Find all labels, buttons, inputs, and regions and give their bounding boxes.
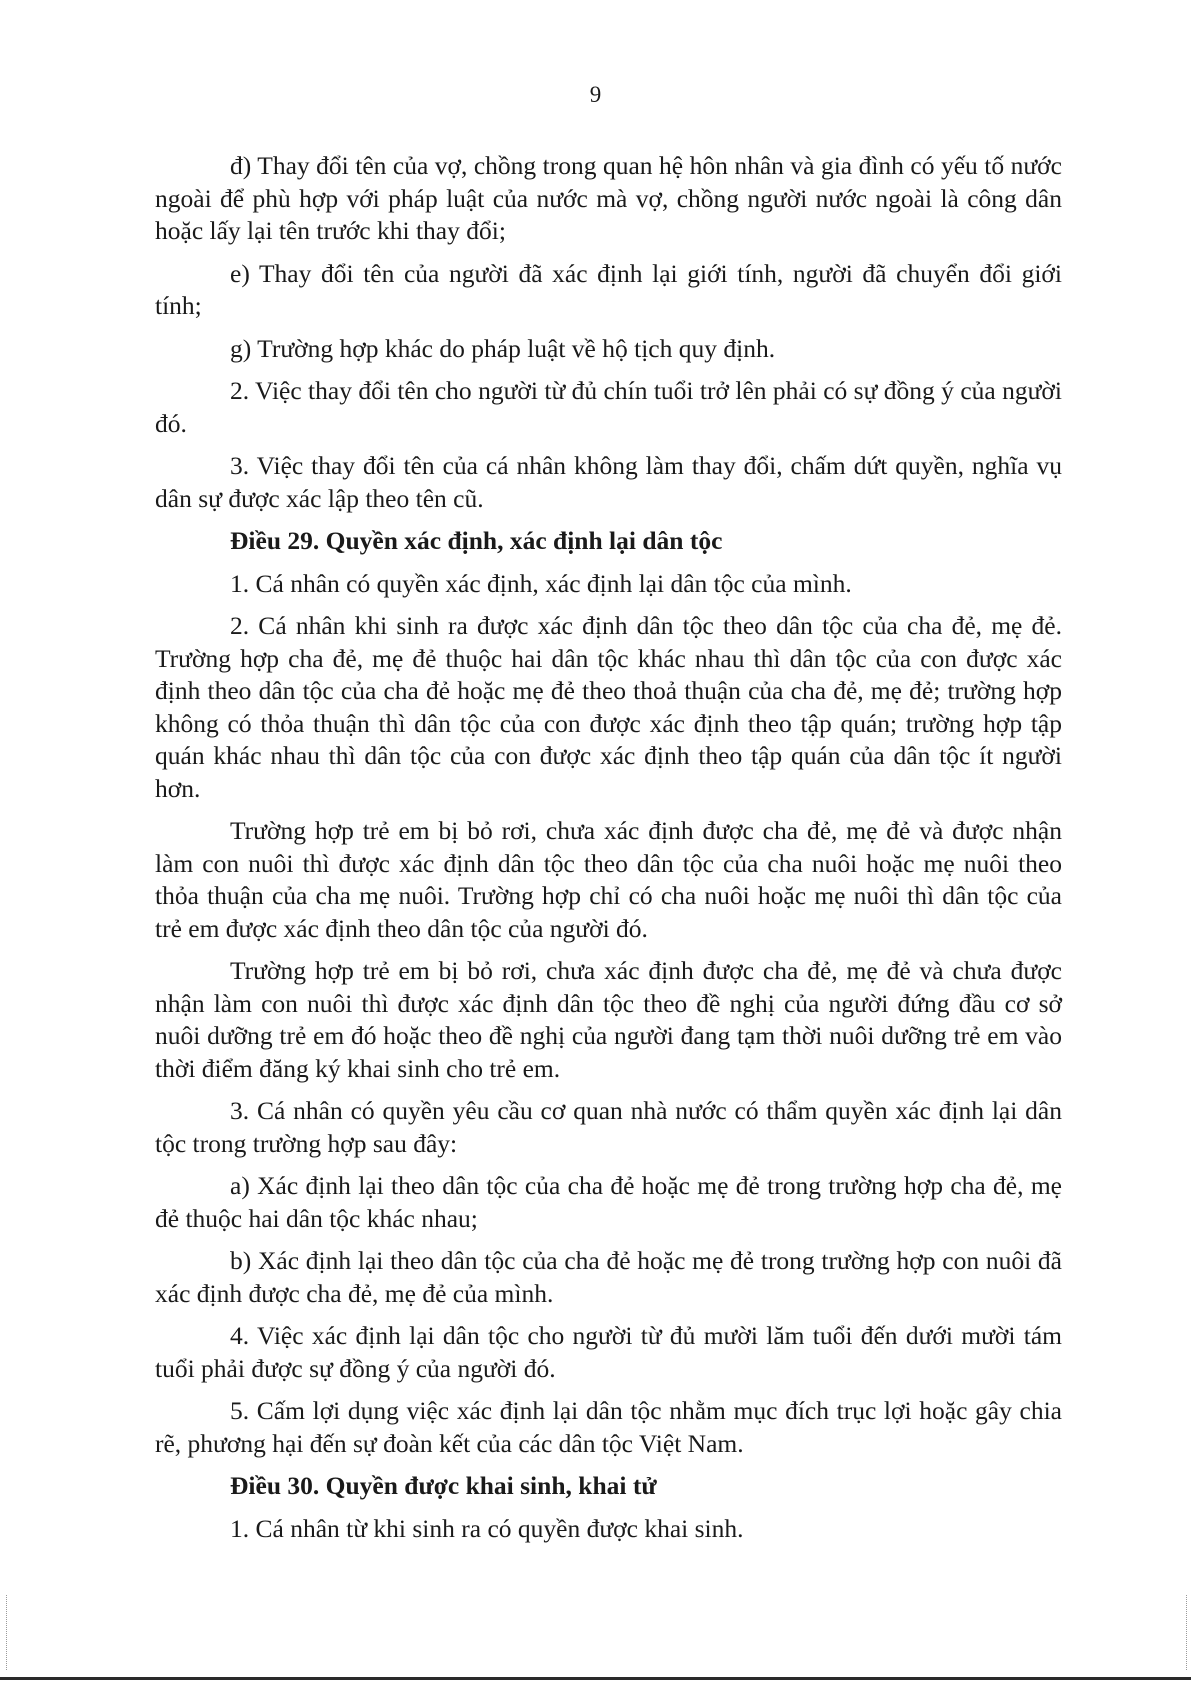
scan-edge-mark-left: [6, 1595, 8, 1670]
paragraph-2-consent: 2. Việc thay đổi tên cho người từ đủ chín tuổi trở lên phải có sự đồng ý của người đó.: [155, 376, 1062, 438]
article-30-heading: Điều 30. Quyền được khai sinh, khai tử: [230, 1471, 657, 1500]
paragraph-g-other-cases: g) Trường hợp khác do pháp luật về hộ tịch quy định.: [230, 333, 776, 363]
document-body: [155, 150, 1062, 1555]
article-29-clause-1: 1. Cá nhân có quyền xác định, xác định lại dân tộc của mình.: [230, 568, 852, 598]
article-29-clause-5: 5. Cấm lợi dụng việc xác định lại dân tộc nhằm mục đích trục lợi hoặc gây chia rẽ, phương hại đến sự đoàn kết của các dân tộc Việt Nam.: [155, 1396, 1062, 1458]
paragraph-d-name-change-foreign: đ) Thay đổi tên của vợ, chồng trong quan hệ hôn nhân và gia đình có yếu tố nước ngoài để phù hợp với pháp luật của nước mà vợ, chồng người nước ngoài là công dân hoặc lấy lại tên trước khi thay đổi;: [155, 151, 1062, 245]
page-number: 9: [589, 82, 602, 107]
page-bottom-border: [0, 1677, 1191, 1680]
scan-edge-mark-right: [1186, 1595, 1188, 1670]
article-29-abandoned-not-adopted: Trường hợp trẻ em bị bỏ rơi, chưa xác định được cha đẻ, mẹ đẻ và chưa được nhận làm con nuôi thì được xác định dân tộc theo đề nghị của người đứng đầu cơ sở nuôi dưỡng trẻ em đó hoặc theo đề nghị của người đang tạm thời nuôi dưỡng trẻ em vào thời điểm đăng ký khai sinh cho trẻ em.: [155, 956, 1062, 1083]
article-29-clause-3: 3. Cá nhân có quyền yêu cầu cơ quan nhà nước có thẩm quyền xác định lại dân tộc trong trường hợp sau đây:: [155, 1096, 1062, 1158]
article-29-heading: Điều 29. Quyền xác định, xác định lại dân tộc: [230, 526, 723, 555]
article-29-clause-2: 2. Cá nhân khi sinh ra được xác định dân tộc theo dân tộc của cha đẻ, mẹ đẻ. Trường hợp cha đẻ, mẹ đẻ thuộc hai dân tộc khác nhau thì dân tộc của con được xác định theo dân tộc của cha đẻ hoặc mẹ đẻ theo thoả thuận của cha đẻ, mẹ đẻ; trường hợp không có thỏa thuận thì dân tộc của con được xác định theo tập quán; trường hợp tập quán khác nhau thì dân tộc của con được xác định theo tập quán của dân tộc ít người hơn.: [155, 611, 1062, 803]
article-29-clause-4: 4. Việc xác định lại dân tộc cho người từ đủ mười lăm tuổi đến dưới mười tám tuổi phải được sự đồng ý của người đó.: [155, 1321, 1062, 1383]
article-29-clause-3a: a) Xác định lại theo dân tộc của cha đẻ hoặc mẹ đẻ trong trường hợp cha đẻ, mẹ đẻ thuộc hai dân tộc khác nhau;: [155, 1171, 1062, 1233]
paragraph-e-name-change-gender: e) Thay đổi tên của người đã xác định lại giới tính, người đã chuyển đổi giới tính;: [155, 258, 1062, 320]
paragraph-3-rights-unchanged: 3. Việc thay đổi tên của cá nhân không làm thay đổi, chấm dứt quyền, nghĩa vụ dân sự được xác lập theo tên cũ.: [155, 451, 1062, 513]
article-29-clause-3b: b) Xác định lại theo dân tộc của cha đẻ hoặc mẹ đẻ trong trường hợp con nuôi đã xác định được cha đẻ, mẹ đẻ của mình.: [155, 1246, 1062, 1308]
article-30-clause-1: 1. Cá nhân từ khi sinh ra có quyền được khai sinh.: [230, 1513, 744, 1543]
article-29-abandoned-adopted: Trường hợp trẻ em bị bỏ rơi, chưa xác định được cha đẻ, mẹ đẻ và được nhận làm con nuôi thì được xác định dân tộc theo dân tộc của cha nuôi hoặc mẹ nuôi theo thỏa thuận của cha mẹ nuôi. Trường hợp chỉ có cha nuôi hoặc mẹ nuôi thì dân tộc của trẻ em được xác định theo dân tộc của người đó.: [155, 816, 1062, 943]
